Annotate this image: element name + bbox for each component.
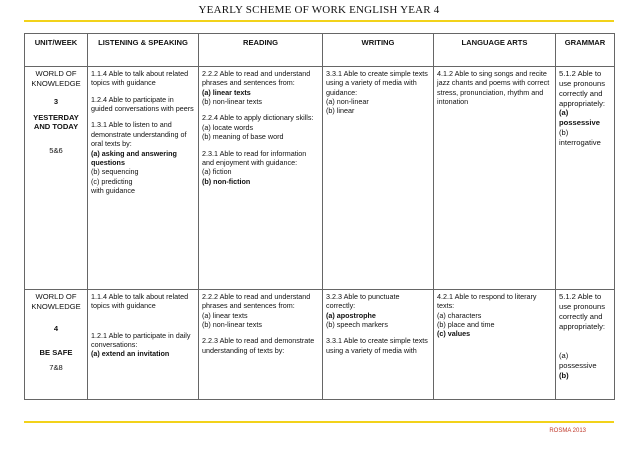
standard-text: 2.2.3 Able to read and demonstrate understanding of texts by:: [202, 336, 315, 355]
standard-text: 4.2.1 Able to respond to literary texts:: [437, 292, 537, 311]
table-row: [25, 290, 615, 400]
sub-item: (a) linear texts: [202, 87, 251, 97]
sub-item: (b) non-linear texts: [202, 97, 262, 107]
unit-theme: BE SAFE: [39, 347, 73, 357]
standard-text: 2.3.1 Able to read for information and enjoyment with guidance:: [202, 148, 307, 167]
sub-item: (a) characters: [437, 310, 482, 320]
standard-text: 2.2.2 Able to read and understand phrases and sentences from:: [202, 292, 311, 311]
sub-item: (a): [559, 351, 569, 361]
sub-item: (c) values: [437, 329, 471, 339]
writing-cell: [323, 67, 434, 290]
sub-item: (a): [559, 108, 569, 118]
sub-item: possessive: [559, 361, 597, 371]
table-row: [25, 67, 615, 290]
sub-item: (a) apostrophe: [326, 310, 376, 320]
sub-item: (b) meaning of base word: [202, 132, 284, 142]
sub-item: (c) predicting: [91, 176, 133, 186]
standard-text: 3.3.1 Able to create simple texts using a variety of media with guidance:: [326, 69, 428, 97]
standard-text: 1.3.1 Able to listen to and demonstrate understanding of oral texts by:: [91, 120, 187, 149]
standard-text: 4.1.2 Able to sing songs and recite jazz chants and poems with correct stress, pronunciation, rhythm and intonation: [437, 69, 550, 107]
sub-item: interrogative: [559, 138, 601, 148]
unit-cell: [25, 67, 88, 290]
standard-text: 1.2.1 Able to participate in daily conversations:: [91, 330, 191, 350]
sub-item: (b) place and time: [437, 320, 495, 330]
sub-item: (b): [559, 128, 569, 138]
unit-weeks: 7&8: [49, 363, 63, 373]
sub-item: with guidance: [91, 185, 135, 195]
sub-item: (a) linear texts: [202, 310, 248, 320]
sub-item: (b) non-linear texts: [202, 320, 262, 330]
standard-text: 5.1.2 Able to use pronouns correctly and appropriately:: [559, 292, 606, 331]
standard-text: 3.2.3 Able to punctuate correctly:: [326, 292, 400, 311]
header-language-arts: LANGUAGE ARTS: [434, 34, 556, 67]
language-arts-cell: [434, 67, 556, 290]
unit-weeks: 5&6: [49, 146, 63, 156]
language-arts-cell: [434, 290, 556, 400]
unit-number: 3: [53, 96, 59, 106]
header-writing: WRITING: [323, 34, 434, 67]
header-reading: READING: [199, 34, 323, 67]
grammar-cell: [556, 67, 615, 290]
unit-name: WORLD OF KNOWLEDGE: [31, 292, 81, 311]
sub-item: (a) extend an invitation: [91, 349, 170, 359]
standard-text: 1.1.4 Able to talk about related topics with guidance: [91, 292, 189, 311]
sub-item: (b): [559, 371, 569, 381]
document-title: YEARLY SCHEME OF WORK ENGLISH YEAR 4: [198, 4, 440, 16]
unit-name: WORLD OF KNOWLEDGE: [31, 69, 81, 88]
standard-text: 5.1.2 Able to use pronouns correctly and appropriately:: [559, 69, 606, 108]
reading-cell: [199, 290, 323, 400]
header-row: [25, 34, 615, 67]
sub-item: (a) non-linear: [326, 97, 369, 107]
unit-theme: YESTERDAY AND TODAY: [33, 112, 79, 132]
listening-cell: [88, 67, 199, 290]
grammar-cell: [556, 290, 615, 400]
sub-item: (b) linear: [326, 106, 355, 116]
footer-credit: ROSMA 2013: [549, 428, 586, 434]
standard-text: 1.2.4 Able to participate in guided conversations with peers: [91, 94, 194, 114]
sub-item: possessive: [559, 118, 600, 128]
standard-text: 2.2.2 Able to read and understand phrases and sentences from:: [202, 69, 311, 88]
sub-item: (b) non-fiction: [202, 176, 251, 186]
title-divider: [24, 20, 614, 22]
header-grammar: GRAMMAR: [556, 34, 615, 67]
unit-cell: [25, 290, 88, 400]
listening-cell: [88, 290, 199, 400]
standard-text: 2.2.4 Able to apply dictionary skills:: [202, 113, 314, 123]
unit-number: 4: [53, 323, 59, 333]
sub-item: (a) locate words: [202, 122, 254, 132]
reading-cell: [199, 67, 323, 290]
standard-text: 1.1.4 Able to talk about related topics with guidance: [91, 69, 189, 88]
header-unit-week: UNIT/WEEK: [25, 34, 88, 67]
sub-item: (a) fiction: [202, 167, 232, 177]
scheme-table: [24, 33, 615, 400]
sub-item: (b) sequencing: [91, 167, 139, 177]
sub-item: (b) speech markers: [326, 320, 388, 330]
footer-divider: [24, 421, 614, 423]
header-listening-speaking: LISTENING & SPEAKING: [88, 34, 199, 67]
writing-cell: [323, 290, 434, 400]
standard-text: 3.3.1 Able to create simple texts using a variety of media with: [326, 336, 428, 355]
sub-item: (a) asking and answering questions: [91, 148, 177, 167]
